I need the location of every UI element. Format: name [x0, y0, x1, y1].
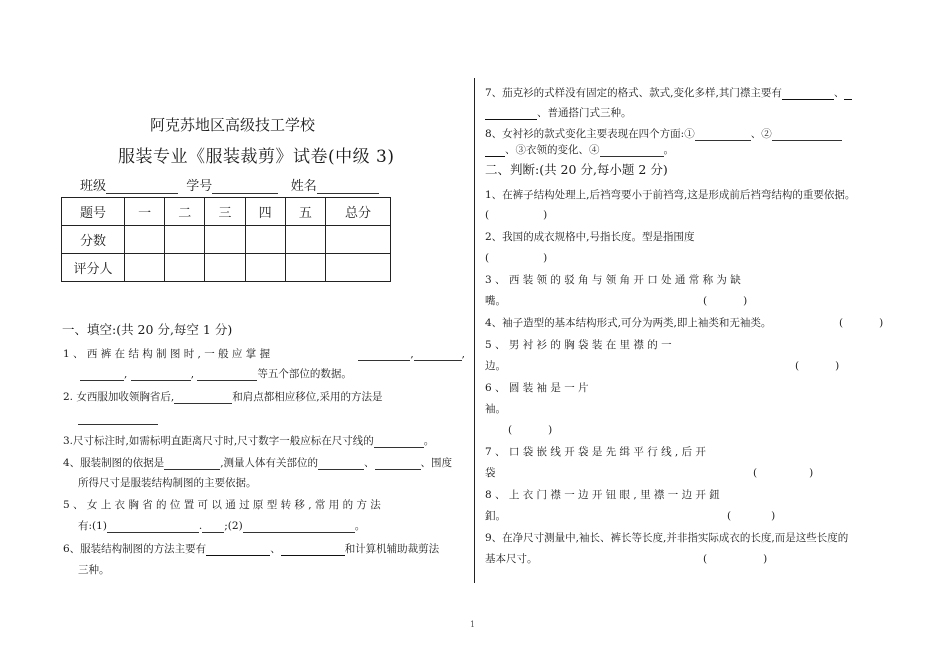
student-info-line — [80, 175, 379, 194]
score-cell[interactable] — [165, 226, 205, 254]
judge-q2: 2、我国的成衣规格中,号指长度。型是指围度 — [485, 231, 695, 243]
paren-open: ( — [703, 295, 708, 307]
judge-q8-answer[interactable] — [727, 509, 775, 523]
blank[interactable] — [281, 543, 345, 556]
class-field[interactable] — [106, 181, 178, 194]
judge-q6-line2: 袖。 — [485, 403, 506, 415]
judge-q7-answer[interactable] — [753, 466, 813, 480]
sep: 。 — [663, 144, 674, 156]
judge-q4 — [485, 316, 885, 330]
class-label: 班级 — [80, 179, 107, 194]
sep: 。 — [354, 520, 366, 532]
section1-title: 一、填空:(共 20 分,每空 1 分) — [62, 322, 233, 337]
judge-q3-line2 — [485, 294, 885, 308]
score-cell[interactable] — [125, 226, 165, 254]
blank[interactable] — [695, 128, 751, 141]
paren-close: ) — [771, 510, 776, 522]
judge-q5-answer[interactable] — [795, 359, 839, 373]
judge-q8-line1: 8 、 上 衣 门 襟 一 边 开 钮 眼 , 里 襟 一 边 开 鈕 — [485, 489, 720, 501]
fill-q5-mid: ;(2) — [224, 520, 243, 532]
id-label: 学号 — [186, 179, 213, 194]
score-row — [62, 226, 391, 254]
judge-q2-answer[interactable] — [485, 251, 547, 265]
paren-open: ( — [727, 510, 732, 522]
column-divider — [474, 78, 475, 583]
judge-q5-tail: 边。 — [485, 360, 506, 372]
fill-q6-line2: 三种。 — [78, 564, 110, 576]
blank[interactable] — [164, 457, 220, 470]
paren-close: ) — [879, 317, 884, 329]
judge-q7-line2 — [485, 466, 885, 480]
grader-cell[interactable] — [165, 254, 205, 282]
judge-q3-line1: 3 、 西 装 领 的 驳 角 与 领 角 开 口 处 通 常 称 为 缺 — [485, 274, 741, 286]
score-row-label: 分数 — [62, 226, 125, 254]
fill-q3 — [63, 434, 434, 448]
fill-q2-line2 — [78, 411, 158, 425]
score-cell[interactable] — [245, 226, 285, 254]
judge-q6-answer[interactable] — [508, 423, 552, 437]
fill-q2-text: 2. 女西服加收领胸省后, — [63, 391, 175, 403]
name-field[interactable] — [317, 181, 379, 194]
fill-q8-mid2: 、③衣领的变化、④ — [505, 144, 600, 156]
score-head-cell: 总分 — [326, 198, 391, 226]
judge-q7-line1: 7 、 口 袋 嵌 线 开 袋 是 先 缉 平 行 线 , 后 开 — [485, 446, 706, 458]
paren-open: ( — [753, 467, 758, 479]
blank[interactable] — [187, 520, 199, 533]
sep: , — [410, 348, 414, 360]
paren-open: ( — [508, 424, 513, 436]
grader-cell[interactable] — [326, 254, 391, 282]
blank[interactable] — [131, 368, 191, 381]
blank[interactable] — [206, 543, 270, 556]
judge-q9-line2 — [485, 552, 885, 566]
fill-q1-line2: , , 等五个部位的数据。 — [80, 367, 352, 381]
fill-q4-end: 、围度 — [420, 457, 453, 469]
paren-open: ( — [795, 360, 800, 372]
section2-title: 二、判断:(共 20 分,每小题 2 分) — [485, 162, 668, 177]
fill-q8-line2 — [485, 143, 674, 157]
judge-q8-line2 — [485, 509, 885, 523]
blank[interactable] — [375, 457, 421, 470]
fill-q6-line1 — [63, 542, 439, 556]
judge-q9-line1: 9、在净尺寸测量中,袖长、裤长等长度,并非指实际成衣的长度,而是这些长度的 — [485, 532, 849, 544]
judge-q9-tail: 基本尺寸。 — [485, 553, 538, 565]
fill-q2-mid: 和肩点都相应移位,采用的方法是 — [232, 391, 383, 403]
score-cell[interactable] — [326, 226, 391, 254]
score-head-cell: 题号 — [62, 198, 125, 226]
blank[interactable] — [485, 107, 537, 120]
blank[interactable] — [174, 391, 232, 404]
fill-q5-text: 5 、 女 上 衣 胸 省 的 位 置 可 以 通 过 原 型 转 移 , 常 用 的 方 法 — [63, 499, 381, 511]
judge-q9-answer[interactable] — [703, 552, 767, 566]
fill-q7-text: 7、茄克衫的式样没有固定的格式、款式,变化多样,其门襟主要有 — [485, 87, 782, 99]
fill-q4-line2: 所得尺寸是服装结构制图的主要依据。 — [78, 477, 257, 489]
id-field[interactable] — [212, 181, 278, 194]
blank[interactable] — [197, 368, 257, 381]
blank[interactable] — [107, 520, 187, 533]
fill-q7-end: 、普通搭门式三种。 — [537, 107, 632, 119]
score-head-cell: 四 — [245, 198, 285, 226]
sep: , — [461, 348, 465, 360]
blank[interactable] — [782, 87, 834, 100]
score-head-cell: 一 — [125, 198, 165, 226]
blank[interactable] — [243, 520, 355, 533]
blank[interactable] — [80, 368, 124, 381]
grader-cell[interactable] — [125, 254, 165, 282]
judge-q3-tail: 嘴。 — [485, 295, 506, 307]
sep: 、 — [270, 543, 281, 555]
blank[interactable] — [485, 144, 505, 157]
paren-open: ( — [839, 317, 844, 329]
fill-q5-line1 — [63, 498, 465, 512]
paren-close: ) — [743, 295, 748, 307]
fill-q1-text: 1 、 西 裤 在 结 构 制 图 时 , 一 般 应 掌 握 — [63, 348, 271, 360]
blank[interactable] — [772, 128, 842, 141]
score-cell[interactable] — [285, 226, 325, 254]
grader-cell[interactable] — [245, 254, 285, 282]
fill-q7-line2 — [485, 106, 632, 120]
fill-q5-line2 — [78, 519, 365, 533]
fill-q4-text: 4、服装制图的依据是 — [63, 457, 165, 469]
fill-q6-text: 6、服装结构制图的方法主要有 — [63, 543, 207, 555]
blank[interactable] — [358, 348, 410, 361]
judge-q4-text: 4、袖子造型的基本结构形式,可分为两类,即上袖类和无袖类。 — [485, 317, 772, 329]
blank[interactable] — [318, 457, 364, 470]
fill-q1-line1 — [63, 347, 465, 361]
score-head-cell: 五 — [285, 198, 325, 226]
blank[interactable] — [374, 435, 424, 448]
judge-q8-tail: 釦。 — [485, 510, 506, 522]
judge-q7-tail: 袋 — [485, 467, 496, 479]
school-name: 阿克苏地区高级技工学校 — [150, 116, 316, 134]
sep: 。 — [423, 435, 435, 447]
fill-q8-text: 8、女衬衫的款式变化主要表现在四个方面:① — [485, 128, 695, 140]
judge-q3-answer[interactable] — [703, 294, 747, 308]
judge-q1-answer[interactable] — [485, 208, 547, 222]
grader-row — [62, 254, 391, 282]
judge-q6-line1: 6 、 圆 装 袖 是 一 片 — [485, 382, 589, 394]
grader-cell[interactable] — [285, 254, 325, 282]
name-label: 姓名 — [290, 179, 317, 194]
grader-cell[interactable] — [205, 254, 245, 282]
score-head-cell: 三 — [205, 198, 245, 226]
paren-close: ) — [809, 467, 814, 479]
paren-close: ) — [763, 553, 768, 565]
blank[interactable] — [414, 348, 462, 361]
blank[interactable] — [844, 87, 852, 100]
judge-q1: 1、在裤子结构处理上,后裆弯要小于前裆弯,这是形成前后裆弯结构的重要依据。 — [485, 189, 856, 201]
blank[interactable] — [78, 412, 158, 425]
score-table-header-row — [62, 198, 391, 226]
fill-q6-end: 和计算机辅助裁剪法 — [344, 543, 440, 555]
exam-title: 服装专业《服装裁剪》试卷(中级 3) — [118, 147, 395, 167]
judge-q5-line2 — [485, 359, 885, 373]
fill-q1-end: 等五个部位的数据。 — [257, 368, 352, 380]
paren-close: ) — [835, 360, 840, 372]
fill-q5-start: 有:(1) — [78, 520, 107, 532]
blank[interactable] — [202, 520, 224, 533]
fill-q4-mid: ,测量人体有关部位的 — [220, 457, 319, 469]
sep: 、 — [364, 457, 375, 469]
paren-open: ( — [485, 252, 490, 264]
fill-q4-line1 — [63, 456, 452, 470]
score-table — [61, 197, 391, 282]
fill-q3-text: 3.尺寸标注时,如需标明直距离尺寸时,尺寸数字一般应标在尺寸线的 — [63, 435, 374, 447]
paren-close: ) — [543, 252, 548, 264]
fill-q8-mid: 、② — [750, 128, 772, 140]
fill-q7-line1 — [485, 86, 852, 100]
score-cell[interactable] — [205, 226, 245, 254]
judge-q4-answer[interactable] — [839, 316, 883, 330]
paren-close: ) — [548, 424, 553, 436]
grader-row-label: 评分人 — [62, 254, 125, 282]
paren-close: ) — [543, 209, 548, 221]
blank[interactable] — [600, 144, 664, 157]
fill-q8-line1 — [485, 127, 842, 141]
score-head-cell: 二 — [165, 198, 205, 226]
paren-open: ( — [703, 553, 708, 565]
judge-q5-line1: 5 、 男 衬 衫 的 胸 袋 装 在 里 襟 的 一 — [485, 339, 672, 351]
paren-open: ( — [485, 209, 490, 221]
fill-q2-line1 — [63, 390, 383, 404]
sep: 、 — [833, 87, 845, 99]
page-number: 1 — [470, 620, 476, 629]
sep: . — [198, 520, 203, 532]
